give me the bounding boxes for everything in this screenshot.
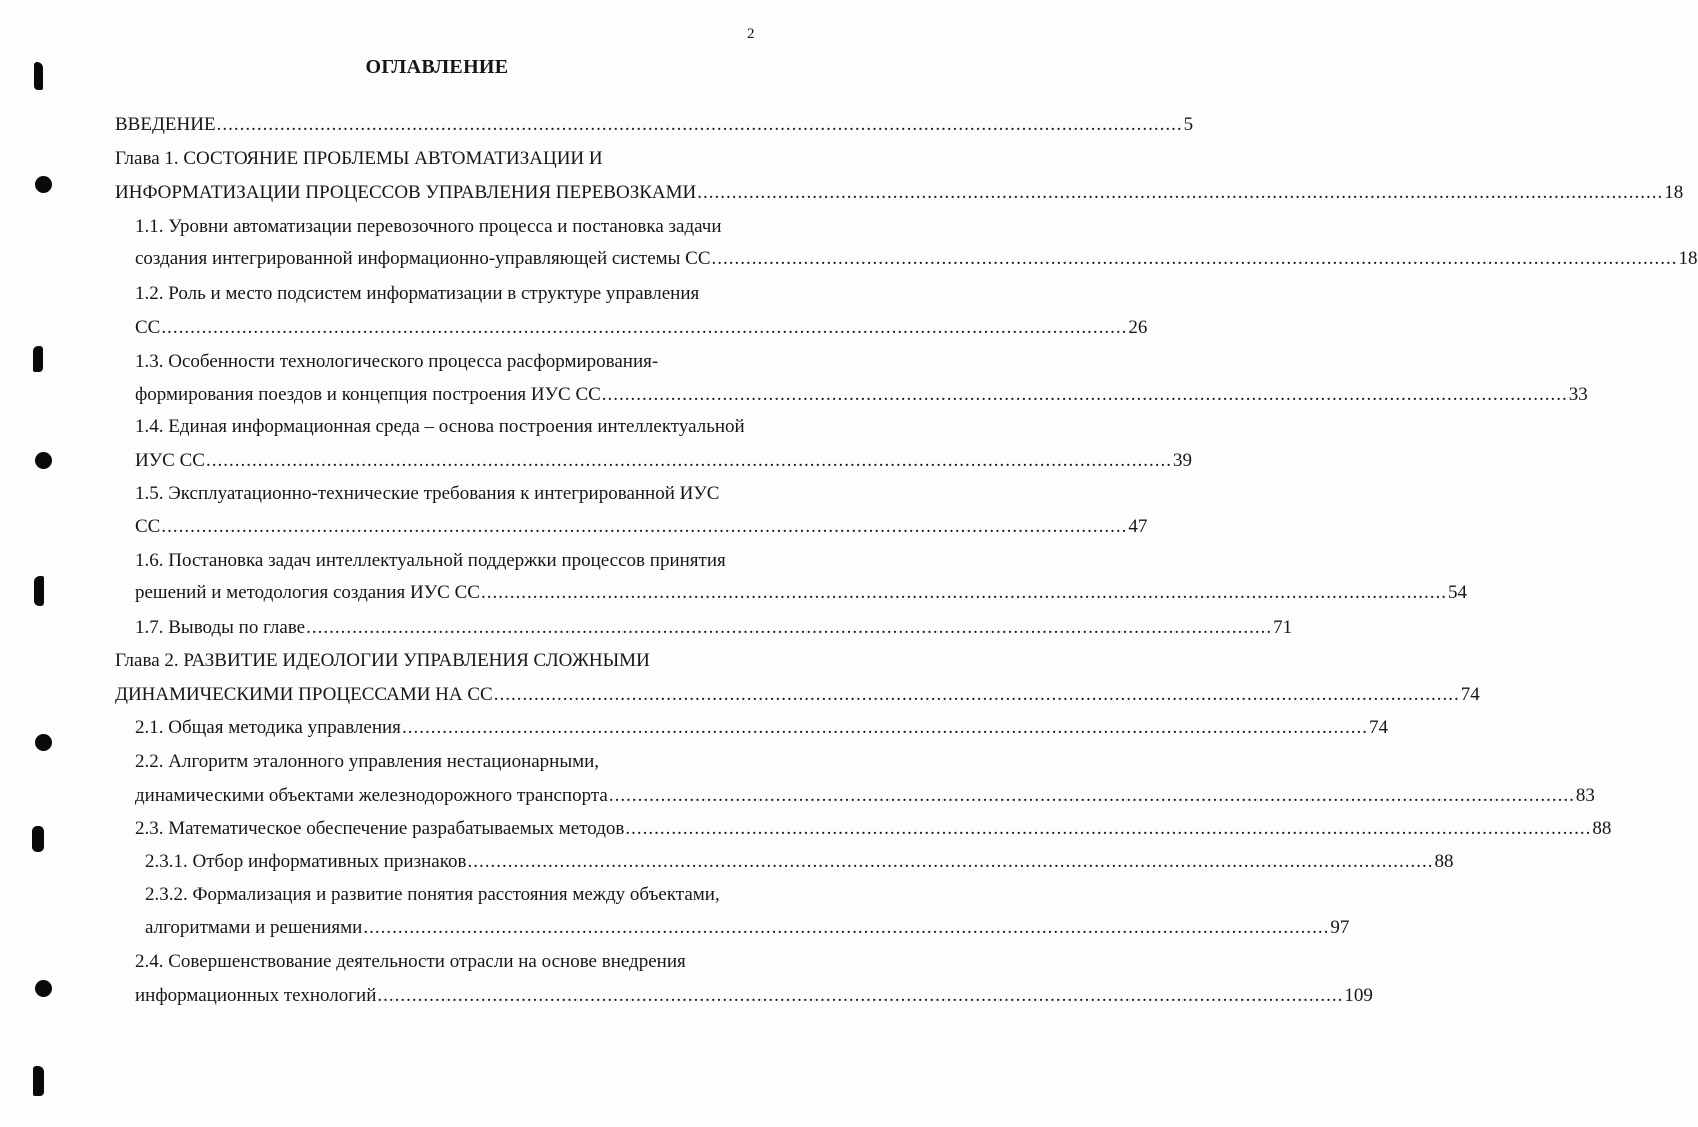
punch-hole: [35, 734, 52, 751]
page-title: ОГЛАВЛЕНИЕ: [365, 56, 509, 78]
toc-page-number: 5: [1183, 114, 1194, 135]
toc-page-number: 74: [1460, 684, 1480, 705]
toc-entry-label: Глава 1. СОСТОЯНИЕ ПРОБЛЕМЫ АВТОМАТИЗАЦИИ И: [115, 148, 603, 169]
toc-section-1-6[interactable]: [135, 548, 726, 574]
punch-hole: [35, 452, 52, 469]
toc-entry-label: информационных технологий: [135, 985, 377, 1006]
dot-leader: ........................................................................................................................................................................: [467, 851, 1434, 872]
toc-page-number: 18: [1664, 182, 1684, 203]
toc-entry-label: 1.1. Уровни автоматизации перевозочного процесса и постановка задачи: [135, 216, 722, 237]
toc-section-1-5[interactable]: [135, 481, 719, 507]
toc-entry-label: ВВЕДЕНИЕ: [115, 114, 216, 135]
toc-section-1-4-cont[interactable]: [135, 448, 1192, 474]
dot-leader: ........................................................................................................................................................................: [161, 317, 1128, 338]
toc-entry-label: СС: [135, 317, 161, 338]
toc-chapter-2-heading-cont[interactable]: [115, 682, 1480, 708]
toc-page-number: 47: [1128, 516, 1148, 537]
toc-entry-label: создания интегрированной информационно-управляющей системы СС: [135, 248, 711, 269]
binding-mark: [32, 826, 44, 852]
dot-leader: ........................................................................................................................................................................: [216, 114, 1183, 135]
dot-leader: ........................................................................................................................................................................: [601, 384, 1568, 405]
toc-section-1-6-cont[interactable]: [135, 580, 1467, 606]
toc-page-number: 39: [1172, 450, 1192, 471]
dot-leader: ........................................................................................................................................................................: [608, 785, 1575, 806]
dot-leader: ........................................................................................................................................................................: [401, 717, 1368, 738]
toc-entry-label: Глава 2. РАЗВИТИЕ ИДЕОЛОГИИ УПРАВЛЕНИЯ СЛОЖНЫМИ: [115, 650, 650, 671]
dot-leader: ........................................................................................................................................................................: [377, 985, 1344, 1006]
toc-section-2-3-1[interactable]: [145, 849, 1454, 875]
dot-leader: ........................................................................................................................................................................: [480, 582, 1447, 603]
toc-entry-label: формирования поездов и концепция построения ИУС СС: [135, 384, 601, 405]
toc-page-number: 88: [1592, 818, 1612, 839]
toc-section-2-3-2-cont[interactable]: [145, 915, 1350, 941]
toc-entry-label: 1.4. Единая информационная среда – основа построения интеллектуальной: [135, 416, 745, 437]
dot-leader: ........................................................................................................................................................................: [697, 182, 1664, 203]
toc-entry-label: ДИНАМИЧЕСКИМИ ПРОЦЕССАМИ НА СС: [115, 684, 493, 705]
toc-section-2-3[interactable]: [135, 816, 1612, 842]
binding-mark: [34, 62, 43, 90]
toc-entry-label: 2.2. Алгоритм эталонного управления нестационарными,: [135, 751, 600, 772]
toc-entry-label: ИУС СС: [135, 450, 205, 471]
toc-entry-label: 1.7. Выводы по главе: [135, 617, 306, 638]
punch-hole: [35, 980, 52, 997]
toc-entry-label: 1.2. Роль и место подсистем информатизации в структуре управления: [135, 283, 700, 304]
toc-section-1-1-cont[interactable]: [135, 246, 1698, 272]
toc-entry-label: 2.4. Совершенствование деятельности отрасли на основе внедрения: [135, 951, 686, 972]
page-number: 2: [747, 26, 755, 42]
toc-section-1-1[interactable]: [135, 214, 722, 240]
toc-section-1-3-cont[interactable]: [135, 382, 1588, 408]
dot-leader: ........................................................................................................................................................................: [363, 917, 1330, 938]
toc-chapter-1-heading-cont[interactable]: [115, 180, 1684, 206]
dot-leader: ........................................................................................................................................................................: [205, 450, 1172, 471]
toc-chapter-1-heading[interactable]: [115, 146, 603, 172]
toc-page-number: 74: [1368, 717, 1388, 738]
toc-section-2-2-cont[interactable]: [135, 783, 1595, 809]
dot-leader: ........................................................................................................................................................................: [711, 248, 1678, 269]
toc-entry-label: СС: [135, 516, 161, 537]
toc-section-2-2[interactable]: [135, 749, 599, 775]
toc-chapter-2-heading[interactable]: [115, 648, 650, 674]
binding-mark: [34, 576, 44, 606]
toc-entry-label: 2.3.2. Формализация и развитие понятия расстояния между объектами,: [145, 884, 720, 905]
toc-entry-label: 2.3. Математическое обеспечение разрабатываемых методов: [135, 818, 625, 839]
binding-mark: [33, 1066, 44, 1096]
toc-entry-label: ИНФОРМАТИЗАЦИИ ПРОЦЕССОВ УПРАВЛЕНИЯ ПЕРЕВОЗКАМИ: [115, 182, 697, 203]
toc-entry-label: 2.3.1. Отбор информативных признаков: [145, 851, 467, 872]
toc-entry-label: 1.5. Эксплуатационно-технические требования к интегрированной ИУС: [135, 483, 720, 504]
toc-section-1-5-cont[interactable]: [135, 514, 1148, 540]
toc-section-2-4-cont[interactable]: [135, 983, 1373, 1009]
toc-page-number: 54: [1447, 582, 1467, 603]
toc-page-number: 26: [1128, 317, 1148, 338]
toc-section-1-3[interactable]: [135, 349, 658, 375]
toc-page-number: 97: [1330, 917, 1350, 938]
toc-section-2-4[interactable]: [135, 949, 686, 975]
toc-section-2-3-2[interactable]: [145, 882, 720, 908]
toc-page-number: 71: [1273, 617, 1293, 638]
dot-leader: ........................................................................................................................................................................: [493, 684, 1460, 705]
toc-page-number: 109: [1344, 985, 1373, 1006]
dot-leader: ........................................................................................................................................................................: [306, 617, 1273, 638]
toc-page-number: 83: [1575, 785, 1595, 806]
toc-page-number: 33: [1568, 384, 1588, 405]
toc-section-1-2[interactable]: [135, 281, 699, 307]
dot-leader: ........................................................................................................................................................................: [161, 516, 1128, 537]
toc-section-1-7[interactable]: [135, 615, 1293, 641]
dot-leader: ........................................................................................................................................................................: [625, 818, 1592, 839]
toc-entry-label: динамическими объектами железнодорожного транспорта: [135, 785, 608, 806]
toc-page-number: 88: [1434, 851, 1454, 872]
toc-section-1-2-cont[interactable]: [135, 315, 1148, 341]
toc-section-2-1[interactable]: [135, 715, 1388, 741]
toc-entry-introduction[interactable]: [115, 112, 1194, 138]
toc-page-number: 18: [1678, 248, 1698, 269]
binding-mark: [33, 346, 43, 372]
toc-section-1-4[interactable]: [135, 414, 745, 440]
toc-entry-label: алгоритмами и решениями: [145, 917, 363, 938]
toc-entry-label: решений и методология создания ИУС СС: [135, 582, 480, 603]
toc-entry-label: 1.6. Постановка задач интеллектуальной поддержки процессов принятия: [135, 550, 726, 571]
toc-entry-label: 2.1. Общая методика управления: [135, 717, 401, 738]
toc-entry-label: 1.3. Особенности технологического процесса расформирования-: [135, 351, 659, 372]
punch-hole: [35, 176, 52, 193]
